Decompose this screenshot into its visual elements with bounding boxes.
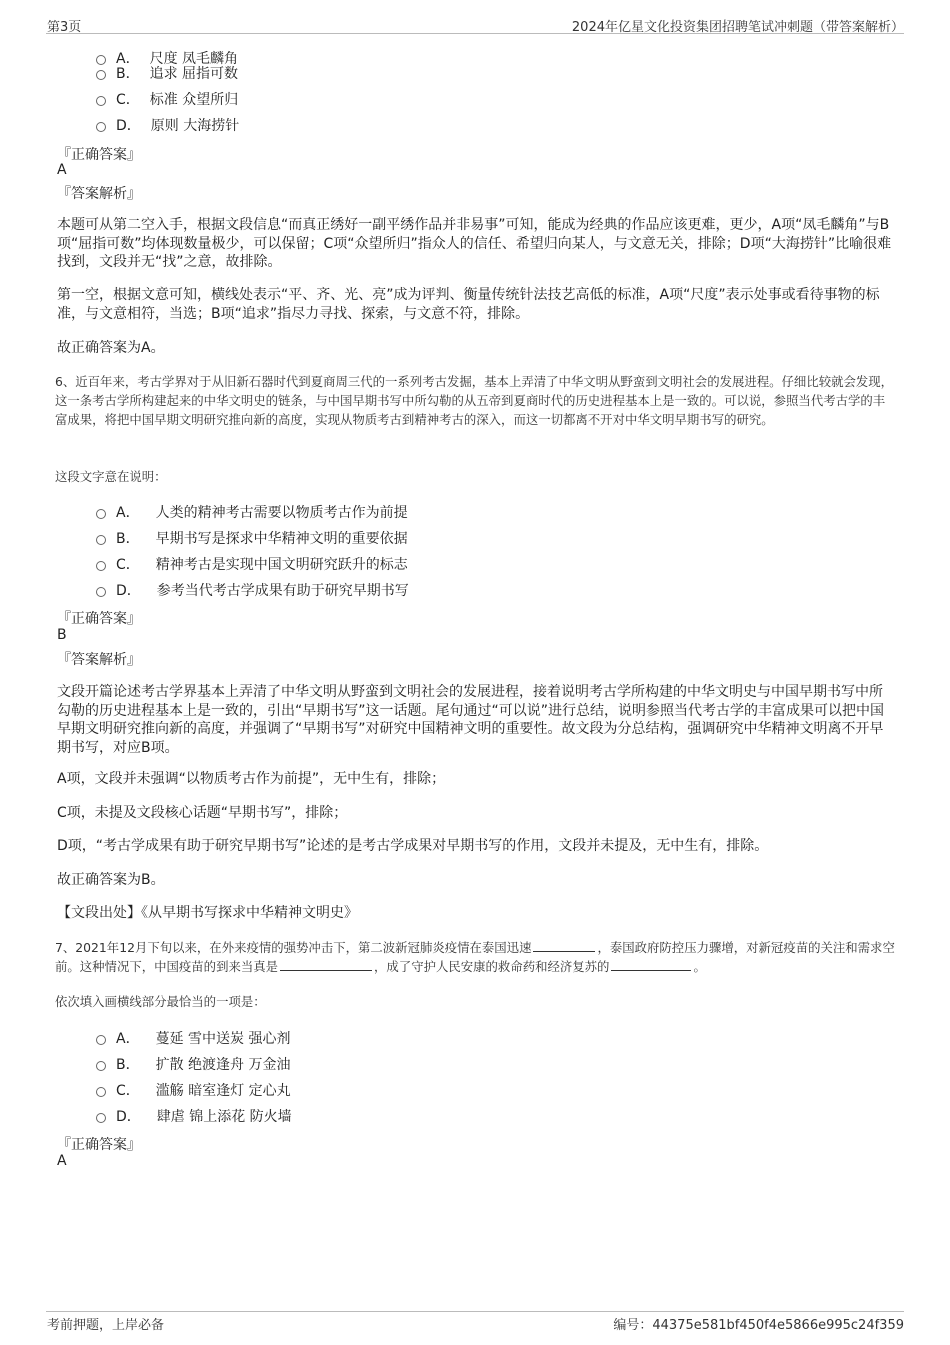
q5-analysis-paragraph-2: 第一空，根据文意可知，横线处表示“平、齐、光、亮”成为评判、衡量传统针法技艺高低的标准，A项“尺度”表示处事或看待事物的标准，与文意相符，当选；B项“追求”指尽力寻找、探索，与文意不符，排除。 [57, 287, 880, 322]
radio-icon[interactable] [96, 1087, 106, 1097]
header-divider [46, 33, 904, 34]
document-title: 2024年亿星文化投资集团招聘笔试冲刺题（带答案解析） [571, 20, 904, 35]
q7-option-a[interactable]: A． 蔓延 雪中送炭 强心剂 [96, 1028, 290, 1048]
q6-answer-heading: 『正确答案』 [57, 611, 141, 627]
q5-option-d[interactable]: D． 原则 大海捞针 [96, 115, 239, 135]
radio-icon[interactable] [96, 1061, 106, 1071]
q6-prompt: 这段文字意在说明： [55, 469, 167, 484]
q5-analysis-conclusion: 故正确答案为A。 [57, 340, 165, 356]
q6-analysis-option-d: D项，“考古学成果有助于研究早期书写”论述的是考古学成果对早期书写的作用，文段并未提及，无中生有，排除。 [57, 838, 769, 854]
q7-option-c[interactable]: C． 滥觞 暗室逢灯 定心丸 [96, 1080, 291, 1100]
q6-option-a[interactable]: A． 人类的精神考古需要以物质考古作为前提 [96, 502, 408, 522]
q6-option-b[interactable]: B． 早期书写是探求中华精神文明的重要依据 [96, 528, 408, 548]
radio-icon[interactable] [96, 535, 106, 545]
q6-option-c[interactable]: C． 精神考古是实现中国文明研究跃升的标志 [96, 554, 408, 574]
q6-analysis-option-a: A项，文段并未强调“以物质考古作为前提”，无中生有，排除； [57, 771, 446, 787]
document-id: 编号：44375e581bf450f4e5866e995c24f359 [613, 1318, 904, 1333]
fill-blank-1 [533, 939, 595, 952]
radio-icon[interactable] [96, 587, 106, 597]
q7-stem: 7、2021年12月下旬以来，在外来疫情的强势冲击下，第二波新冠肺炎疫情在泰国迅速 ，泰国政府防控压力骤增，对新冠疫苗的关注和需求空前。这种情况下，中国疫苗的到来当真是 ，成了守护人民安康的救命药和经济复苏的 。 [55, 940, 895, 974]
radio-icon[interactable] [96, 70, 106, 80]
q6-option-d[interactable]: D． 参考当代考古学成果有助于研究早期书写 [96, 580, 409, 600]
q6-source: 【文段出处】《从早期书写探求中华精神文明史》 [57, 905, 358, 921]
q5-analysis-heading: 『答案解析』 [57, 186, 141, 202]
q6-analysis-heading: 『答案解析』 [57, 652, 141, 668]
q6-answer: B [57, 627, 67, 643]
q7-option-b[interactable]: B． 扩散 绝渡逢舟 万金油 [96, 1054, 291, 1074]
q7-option-d[interactable]: D． 肆虐 锦上添花 防火墙 [96, 1106, 292, 1126]
q5-option-c[interactable]: C． 标准 众望所归 [96, 89, 238, 109]
q5-option-a[interactable]: A． 尺度 凤毛麟角 [96, 48, 238, 68]
radio-icon[interactable] [96, 1035, 106, 1045]
q7-answer-heading: 『正确答案』 [57, 1137, 141, 1153]
footer-slogan: 考前押题，上岸必备 [47, 1318, 165, 1333]
q5-option-b[interactable]: B． 追求 屈指可数 [96, 63, 238, 83]
radio-icon[interactable] [96, 509, 106, 519]
q7-prompt: 依次填入画横线部分最恰当的一项是： [55, 994, 266, 1009]
radio-icon[interactable] [96, 561, 106, 571]
footer-divider [46, 1311, 904, 1312]
q6-analysis-conclusion: 故正确答案为B。 [57, 872, 165, 888]
radio-icon[interactable] [96, 1113, 106, 1123]
page-number: 第3页 [47, 20, 82, 35]
fill-blank-2 [280, 958, 372, 971]
q5-answer: A [57, 162, 67, 178]
q5-analysis-paragraph-1: 本题可从第二空入手，根据文段信息“而真正绣好一副平绣作品并非易事”可知，能成为经典的作品应该更难，更少，A项“凤毛麟角”与B项“屈指可数”均体现数量极少，可以保留；C项“众望所归”指众人的信任、希望归向某人，与文意无关，排除；D项“大海捞针”比喻很难找到，文段并无“找”之意，故排除。 [57, 217, 892, 270]
q6-stem: 6、近百年来，考古学界对于从旧新石器时代到夏商周三代的一系列考古发掘，基本上弄清了中华文明从野蛮到文明社会的发展进程。仔细比较就会发现，这一条考古学所构建起来的中华文明史的链条，与中国早期书写中所勾勒的从五帝到夏商时代的历史进程基本上是一致的。可以说，参照当代考古学的丰富成果，将把中国早期文明研究推向新的高度，实现从物质考古到精神考古的深入，而这一切都离不开对中华文明早期书写的研究。 [55, 374, 894, 427]
radio-icon[interactable] [96, 122, 106, 132]
q6-analysis-paragraph-1: 文段开篇论述考古学界基本上弄清了中华文明从野蛮到文明社会的发展进程，接着说明考古学所构建的中华文明史与中国早期书写中所勾勒的历史进程基本上是一致的，引出“早期书写”这一话题。尾句通过“可以说”进行总结，说明参照当代考古学的丰富成果可以把中国早期文明研究推向新的高度，并强调了“早期书写”对研究中国精神文明的重要性。故文段为分总结构，强调研究中华精神文明离不开早期书写，对应B项。 [57, 684, 885, 756]
fill-blank-3 [611, 958, 691, 971]
q7-answer: A [57, 1153, 67, 1169]
q6-analysis-option-c: C项，未提及文段核心话题“早期书写”，排除； [57, 805, 348, 821]
q5-answer-heading: 『正确答案』 [57, 147, 141, 163]
radio-icon[interactable] [96, 96, 106, 106]
